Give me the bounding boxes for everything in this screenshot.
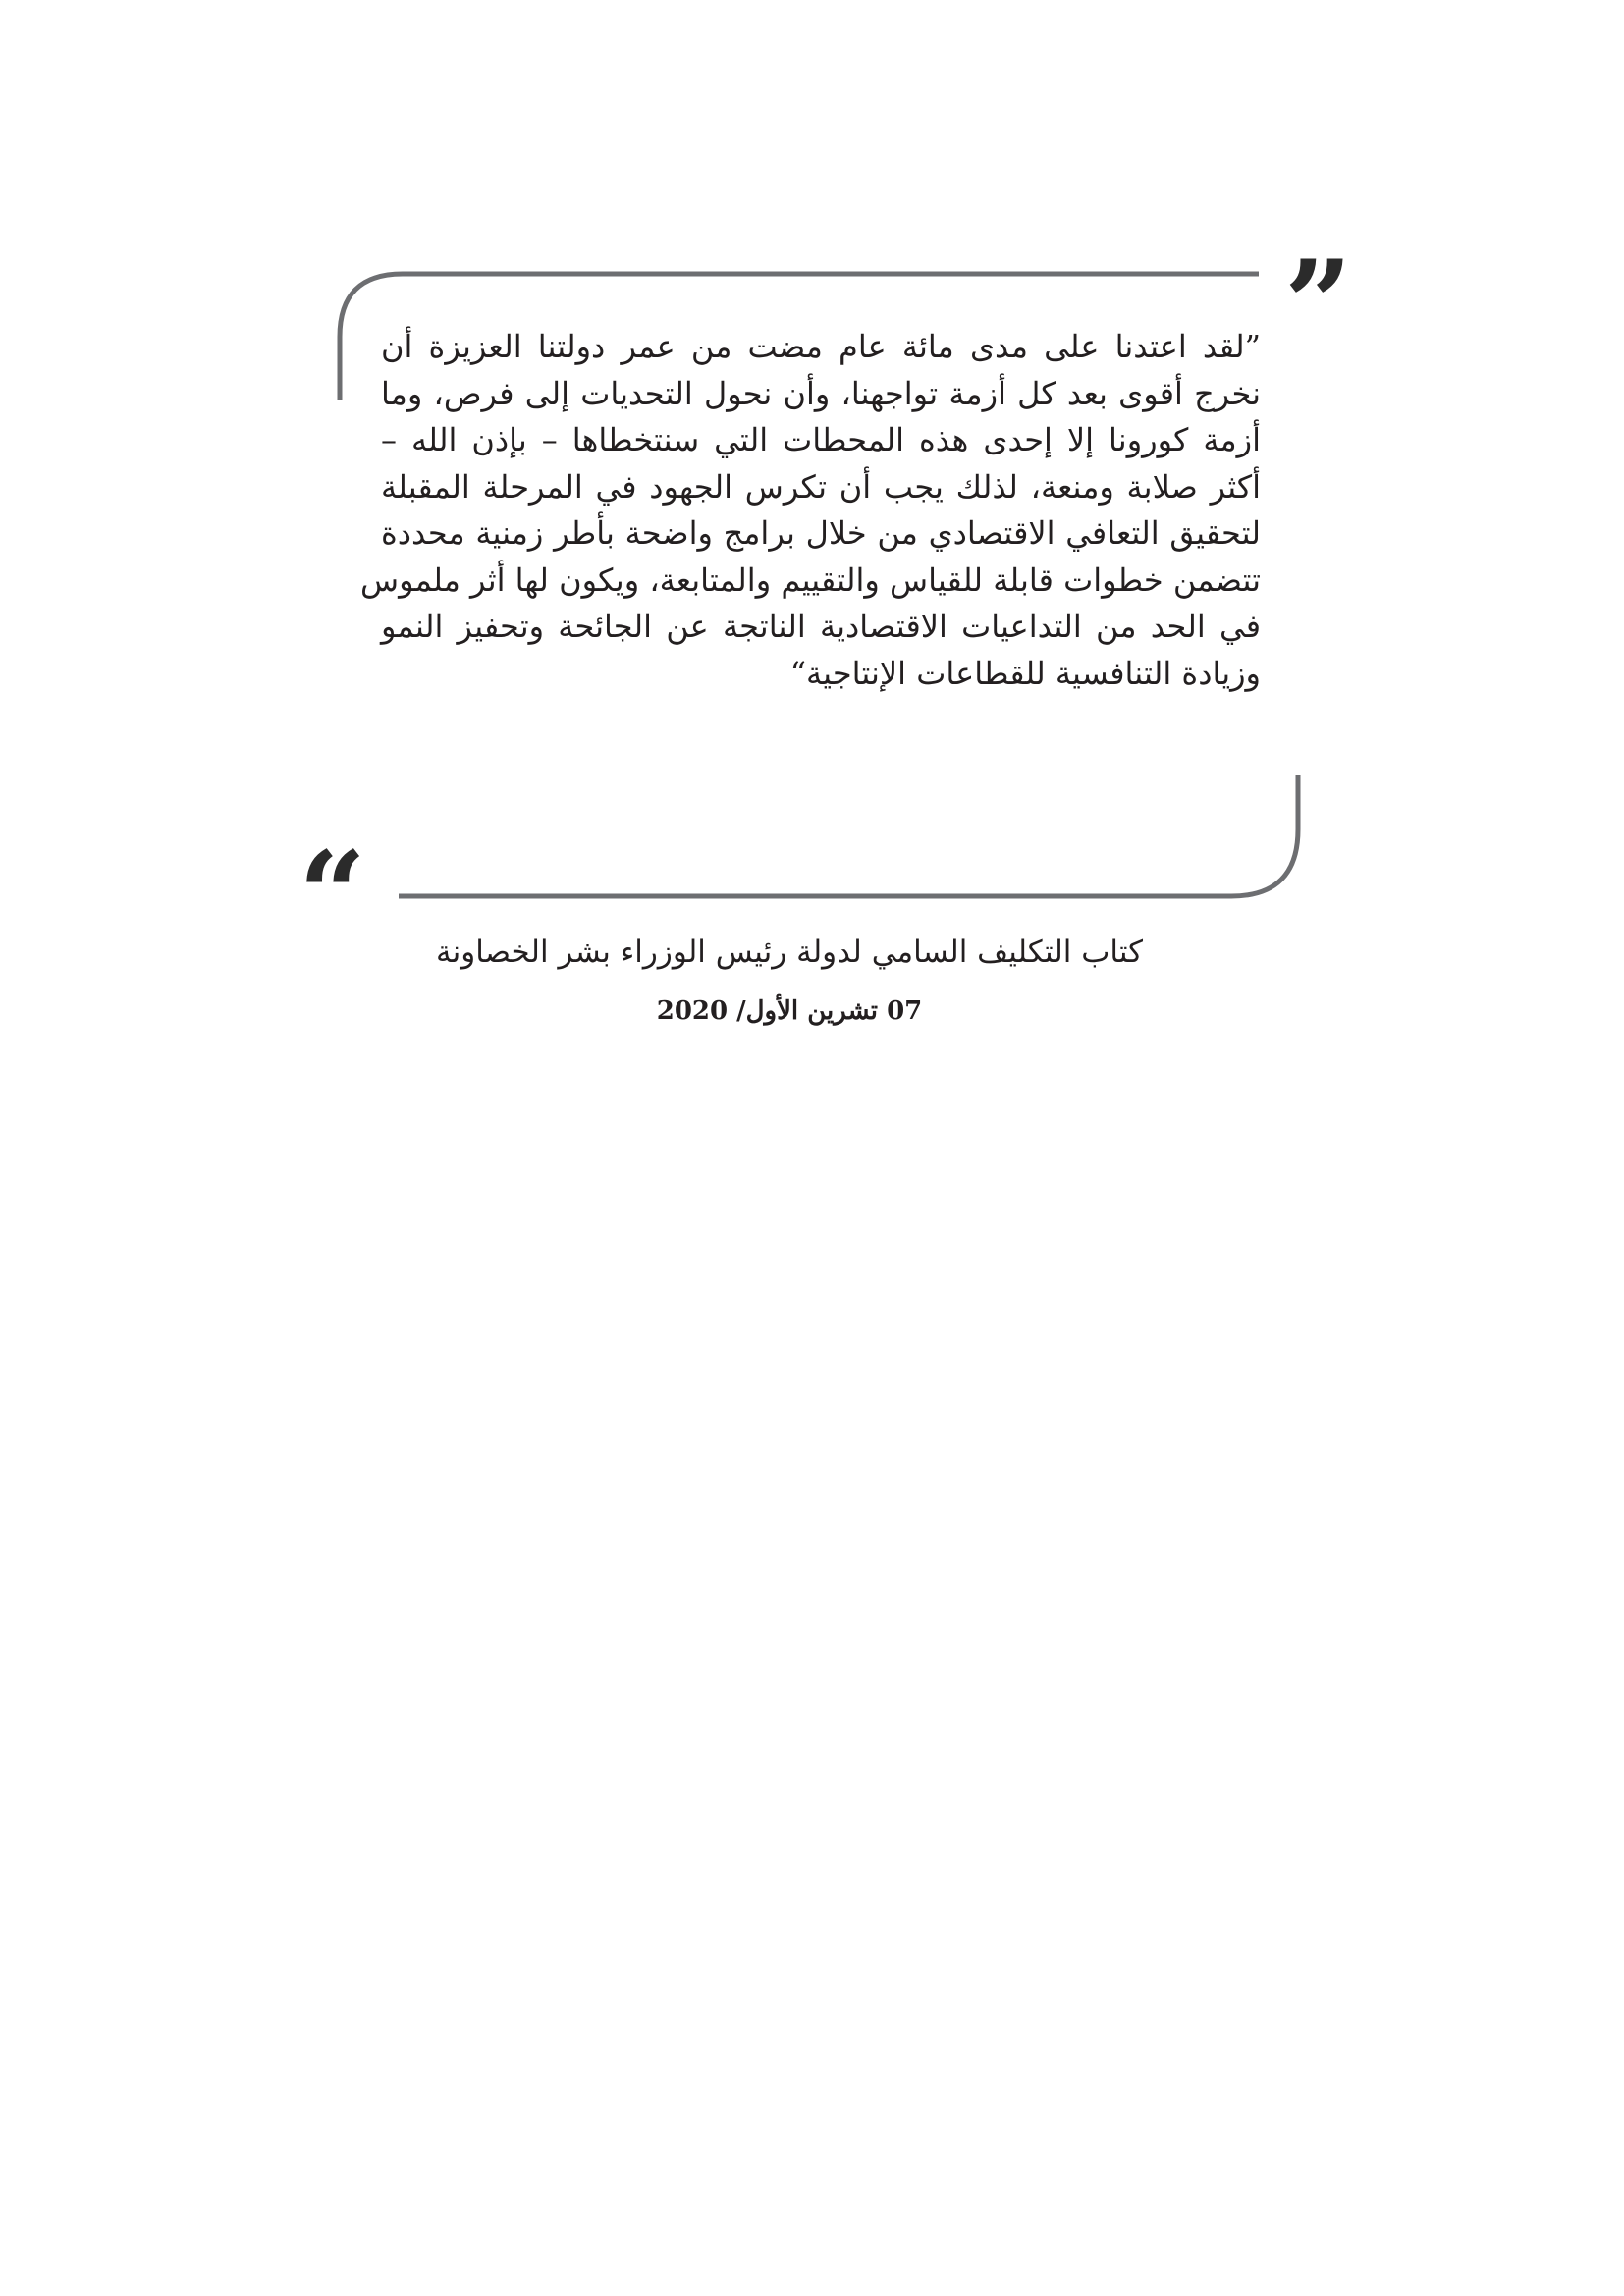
quote-source: كتاب التكليف السامي لدولة رئيس الوزراء بشر الخصاونة: [436, 934, 1143, 970]
opening-quote-mark: “: [298, 826, 367, 964]
quote-line: لتحقيق التعافي الاقتصادي من خلال برامج واضحة بأطر زمنية محددة: [381, 514, 1261, 552]
quote-line: أكثر صلابة ومنعة، لذلك يجب أن تكرس الجهود في المرحلة المقبلة: [381, 467, 1261, 506]
closing-quote-mark: ”: [1284, 235, 1353, 373]
quote-line: ”لقد اعتدنا على مدى مائة عام مضت من عمر دولتنا العزيزة أن: [381, 328, 1262, 365]
quote-frame-bottom-border: [399, 775, 1298, 896]
quote-line: أزمة كورونا إلا إحدى هذه المحطات التي سنتخطاها – بإذن الله –: [381, 421, 1261, 458]
quote-date: 07 تشرين الأول/ 2020: [656, 996, 923, 1026]
quote-line: تتضمن خطوات قابلة للقياس والتقييم والمتابعة، ويكون لها أثر ملموس: [360, 561, 1261, 599]
quote-line: وزيادة التنافسية للقطاعات الإنتاجية“: [789, 654, 1261, 692]
quote-text: [360, 324, 1262, 697]
quote-line: في الحد من التداعيات الاقتصادية الناتجة عن الجائحة وتحفيز النمو: [381, 608, 1262, 645]
quote-line: نخرج أقوى بعد كل أزمة تواجهنا، وأن نحول التحديات إلى فرص، وما: [381, 374, 1262, 412]
